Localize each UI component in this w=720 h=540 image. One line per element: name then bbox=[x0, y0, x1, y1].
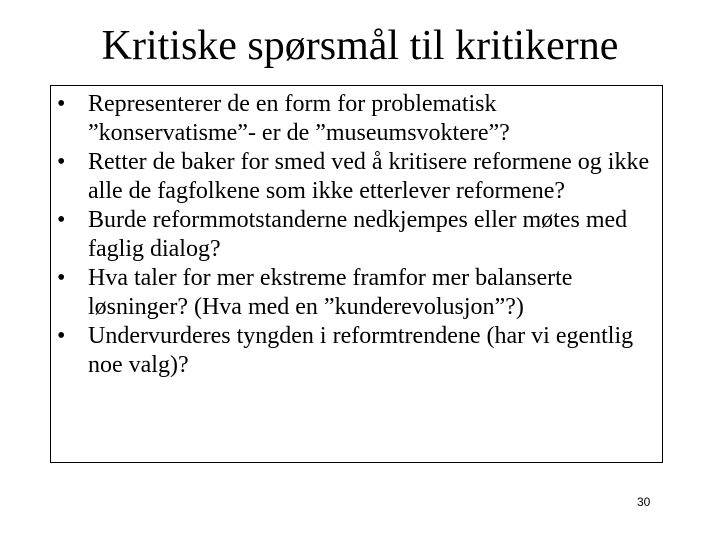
bullet-item bbox=[57, 264, 657, 322]
bullet-item bbox=[57, 322, 657, 380]
page-number: 30 bbox=[637, 495, 651, 509]
content-box bbox=[50, 85, 663, 463]
bullet-text: Hva taler for mer ekstreme framfor mer balanserte løsninger? (Hva med en ”kunderevolusjon”?) bbox=[88, 265, 573, 320]
bullet-text: Burde reformmotstanderne nedkjempes eller møtes med faglig dialog? bbox=[88, 207, 628, 262]
bullet-marker: • bbox=[57, 91, 66, 117]
bullet-item bbox=[57, 206, 657, 264]
bullet-text: Retter de baker for smed ved å kritisere reformene og ikke alle de fagfolkene som ikke etterlever reformene? bbox=[88, 149, 650, 204]
bullet-marker: • bbox=[57, 323, 66, 349]
bullet-marker: • bbox=[57, 265, 66, 291]
bullet-item bbox=[57, 90, 657, 148]
bullet-list bbox=[57, 90, 657, 380]
slide-title: Kritiske spørsmål til kritikerne bbox=[101, 23, 619, 69]
bullet-text: Undervurderes tyngden i reformtrendene (har vi egentlig noe valg)? bbox=[88, 323, 634, 378]
bullet-item bbox=[57, 148, 657, 206]
bullet-marker: • bbox=[57, 149, 66, 175]
bullet-text: Representerer de en form for problematisk ”konservatisme”- er de ”museumsvoktere”? bbox=[88, 91, 510, 146]
bullet-marker: • bbox=[57, 207, 66, 233]
